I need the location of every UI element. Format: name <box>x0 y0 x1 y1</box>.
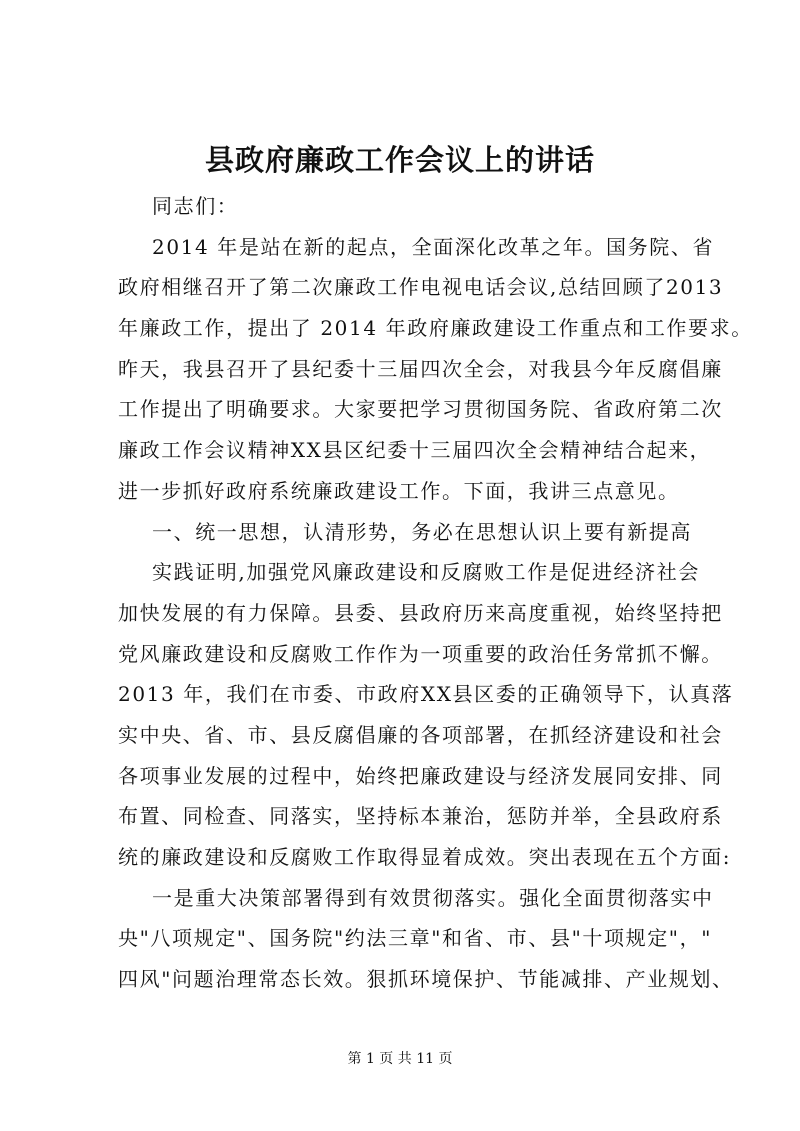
paragraph-line: 进一步抓好政府系统廉政建设工作。下面，我讲三点意见。 <box>118 478 680 503</box>
paragraph-line: 年廉政工作，提出了 2014 年政府廉政建设工作重点和工作要求。 <box>118 316 753 341</box>
paragraph-line: 布置、同检查、同落实，坚持标本兼治，惩防并举，全县政府系 <box>118 804 723 829</box>
paragraph-line: 四风"问题治理常态长效。狠抓环境保护、节能减排、产业规划、 <box>118 967 734 992</box>
document-title: 县政府廉政工作会议上的讲话 <box>204 143 595 177</box>
salutation: 同志们： <box>152 194 239 218</box>
paragraph-line: 工作提出了明确要求。大家要把学习贯彻国务院、省政府第二次 <box>118 397 723 422</box>
section-heading: 一、统一思想，认清形势，务必在思想认识上要有新提高 <box>152 519 692 544</box>
paragraph-line: 昨天，我县召开了县纪委十三届四次全会，对我县今年反腐倡廉 <box>118 356 723 381</box>
paragraph-line: 统的廉政建设和反腐败工作取得显着成效。突出表现在五个方面: <box>118 845 732 869</box>
paragraph-line: 实中央、省、市、县反腐倡廉的各项部署，在抓经济建设和社会 <box>118 722 723 747</box>
paragraph-line: 廉政工作会议精神XX县区纪委十三届四次全会精神结合起来， <box>118 438 712 463</box>
paragraph-line: 实践证明,加强党风廉政建设和反腐败工作是促进经济社会 <box>152 560 700 585</box>
paragraph-line: 2014 年是站在新的起点，全面深化改革之年。国务院、省 <box>152 234 715 259</box>
paragraph-line: 政府相继召开了第二次廉政工作电视电话会议,总结回顾了2013 <box>118 275 724 300</box>
document-body <box>118 186 753 1000</box>
paragraph-line: 一是重大决策部署得到有效贯彻落实。强化全面贯彻落实中 <box>152 885 714 910</box>
paragraph-line: 各项事业发展的过程中，始终把廉政建设与经济发展同安排、同 <box>118 763 723 788</box>
paragraph-line: 央"八项规定"、国务院"约法三章"和省、市、县"十项规定"，" <box>118 926 712 951</box>
paragraph-line: 加快发展的有力保障。县委、县政府历来高度重视，始终坚持把 <box>118 600 723 625</box>
paragraph-line: 2013 年，我们在市委、市政府XX县区委的正确领导下，认真落 <box>118 682 734 707</box>
paragraph-line: 党风廉政建设和反腐败工作作为一项重要的政治任务常抓不懈。 <box>118 641 723 666</box>
page-number-footer: 第 1 页 共 11 页 <box>347 1051 453 1067</box>
